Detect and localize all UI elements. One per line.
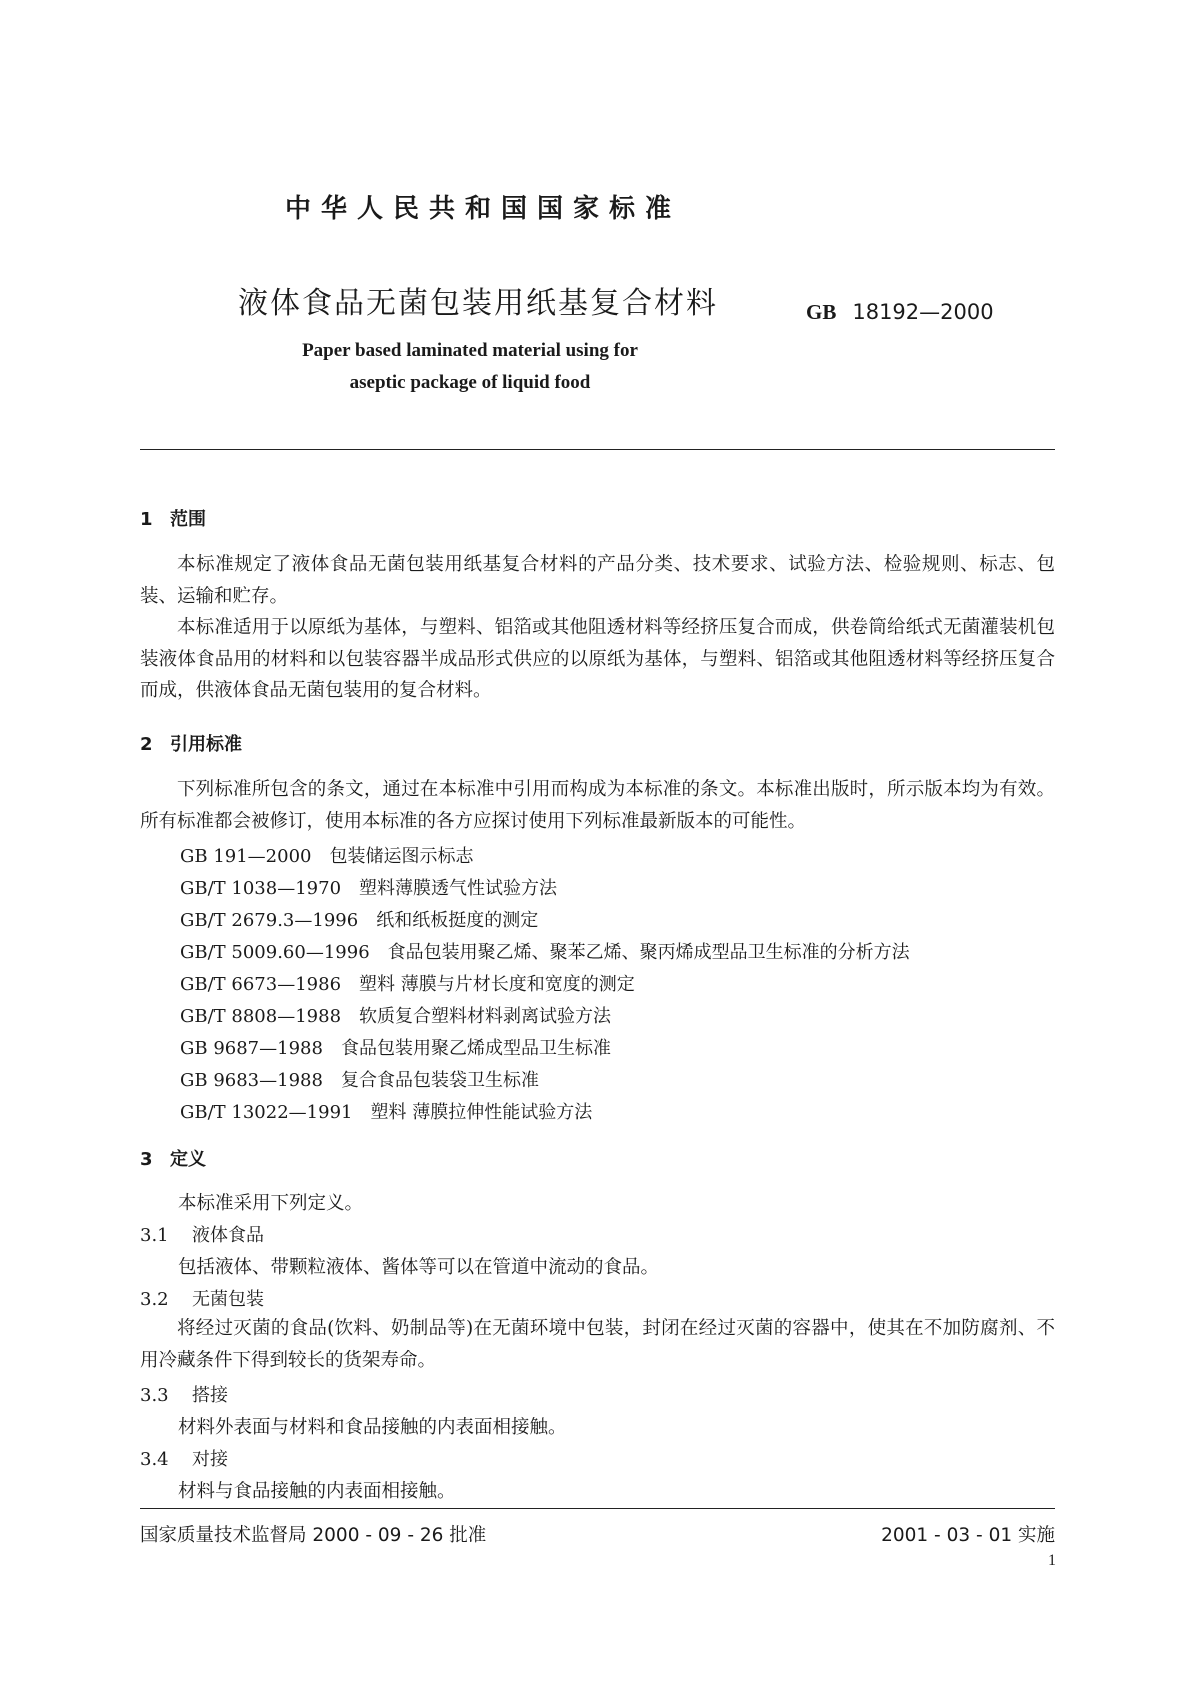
effective-date-note: 2001 - 03 - 01 实施	[881, 1525, 1055, 1546]
reference-code: GB 9683—1988	[180, 1070, 323, 1091]
document-title-cn: 液体食品无菌包装用纸基复合材料	[238, 286, 718, 321]
definition-term	[140, 1221, 264, 1247]
section-title: 定义	[170, 1149, 206, 1170]
term-name: 搭接	[192, 1385, 228, 1406]
reference-code: GB 9687—1988	[180, 1038, 323, 1059]
document-title-en-line1: Paper based laminated material using for	[302, 340, 638, 361]
term-number: 3.2	[140, 1289, 169, 1310]
definition-term	[140, 1285, 264, 1311]
term-number: 3.4	[140, 1449, 169, 1470]
term-definition: 包括液体、带颗粒液体、酱体等可以在管道中流动的食品。	[178, 1257, 660, 1278]
term-definition: 将经过灭菌的食品(饮料、奶制品等)在无菌环境中包装，封闭在经过灭菌的容器中，使其在不加防腐剂、不用冷藏条件下得到较长的货架寿命。	[140, 1318, 1055, 1371]
term-number: 3.1	[140, 1225, 169, 1246]
section-heading-scope	[140, 505, 206, 531]
reference-item	[180, 1098, 592, 1124]
term-definition-block	[140, 1313, 1055, 1376]
approval-note: 国家质量技术监督局 2000 - 09 - 26 批准	[140, 1525, 487, 1546]
standard-code: 18192—2000	[852, 300, 994, 324]
standard-number	[806, 300, 994, 325]
reference-item	[180, 1066, 539, 1092]
paragraph: 下列标准所包含的条文，通过在本标准中引用而构成为本标准的条文。本标准出版时，所示版本均为有效。所有标准都会被修订，使用本标准的各方应探讨使用下列标准最新版本的可能性。	[140, 779, 1055, 832]
section-body-scope	[140, 549, 1055, 707]
reference-title: 纸和纸板挺度的测定	[376, 910, 539, 931]
reference-title: 食品包装用聚乙烯、聚苯乙烯、聚丙烯成型品卫生标准的分析方法	[387, 942, 910, 963]
header-divider	[140, 449, 1055, 450]
section-number: 2	[140, 734, 153, 755]
term-name: 对接	[192, 1449, 228, 1470]
reference-item	[180, 842, 474, 868]
reference-item	[180, 938, 910, 964]
reference-title: 塑料 薄膜与片材长度和宽度的测定	[359, 974, 635, 995]
reference-title: 食品包装用聚乙烯成型品卫生标准	[340, 1038, 611, 1059]
section-intro-definitions: 本标准采用下列定义。	[178, 1193, 364, 1214]
term-number: 3.3	[140, 1385, 169, 1406]
section-title: 引用标准	[170, 734, 242, 755]
page-number: 1	[1048, 1552, 1056, 1569]
term-name: 液体食品	[192, 1225, 264, 1246]
reference-title: 塑料 薄膜拉伸性能试验方法	[370, 1102, 593, 1123]
term-definition: 材料与食品接触的内表面相接触。	[178, 1481, 456, 1502]
reference-code: GB/T 6673—1986	[180, 974, 342, 995]
section-number: 1	[140, 509, 153, 530]
national-standard-label: 中华人民共和国国家标准	[285, 194, 682, 224]
section-number: 3	[140, 1149, 153, 1170]
term-name: 无菌包装	[192, 1289, 264, 1310]
footer-divider	[140, 1508, 1055, 1509]
reference-title: 塑料薄膜透气性试验方法	[359, 878, 558, 899]
section-title: 范围	[170, 509, 206, 530]
reference-item	[180, 1002, 611, 1028]
document-title-en-line2: aseptic package of liquid food	[349, 372, 591, 393]
reference-code: GB/T 2679.3—1996	[180, 910, 359, 931]
standard-prefix: GB	[806, 300, 837, 324]
reference-code: GB/T 8808—1988	[180, 1006, 342, 1027]
reference-item	[180, 874, 557, 900]
paragraph: 本标准规定了液体食品无菌包装用纸基复合材料的产品分类、技术要求、试验方法、检验规则、标志、包装、运输和贮存。	[140, 554, 1055, 607]
reference-item	[180, 970, 635, 996]
definition-term	[140, 1381, 228, 1407]
paragraph: 本标准适用于以原纸为基体，与塑料、铝箔或其他阻透材料等经挤压复合而成，供卷筒给纸式无菌灌装机包装液体食品用的材料和以包装容器半成品形式供应的以原纸为基体，与塑料、铝箔或其他阻透材料等经挤压复合而成，供液体食品无菌包装用的复合材料。	[140, 617, 1055, 701]
reference-item	[180, 1034, 611, 1060]
reference-title: 包装储运图示标志	[329, 846, 474, 867]
section-heading-references	[140, 730, 242, 756]
reference-item	[180, 906, 538, 932]
definition-term	[140, 1445, 228, 1471]
reference-title: 软质复合塑料材料剥离试验方法	[359, 1006, 612, 1027]
reference-code: GB/T 1038—1970	[180, 878, 342, 899]
reference-code: GB 191—2000	[180, 846, 312, 867]
reference-code: GB/T 13022—1991	[180, 1102, 353, 1123]
term-definition: 材料外表面与材料和食品接触的内表面相接触。	[178, 1417, 567, 1438]
reference-code: GB/T 5009.60—1996	[180, 942, 370, 963]
section-body-references	[140, 774, 1055, 837]
section-heading-definitions	[140, 1145, 206, 1171]
reference-title: 复合食品包装袋卫生标准	[340, 1070, 539, 1091]
